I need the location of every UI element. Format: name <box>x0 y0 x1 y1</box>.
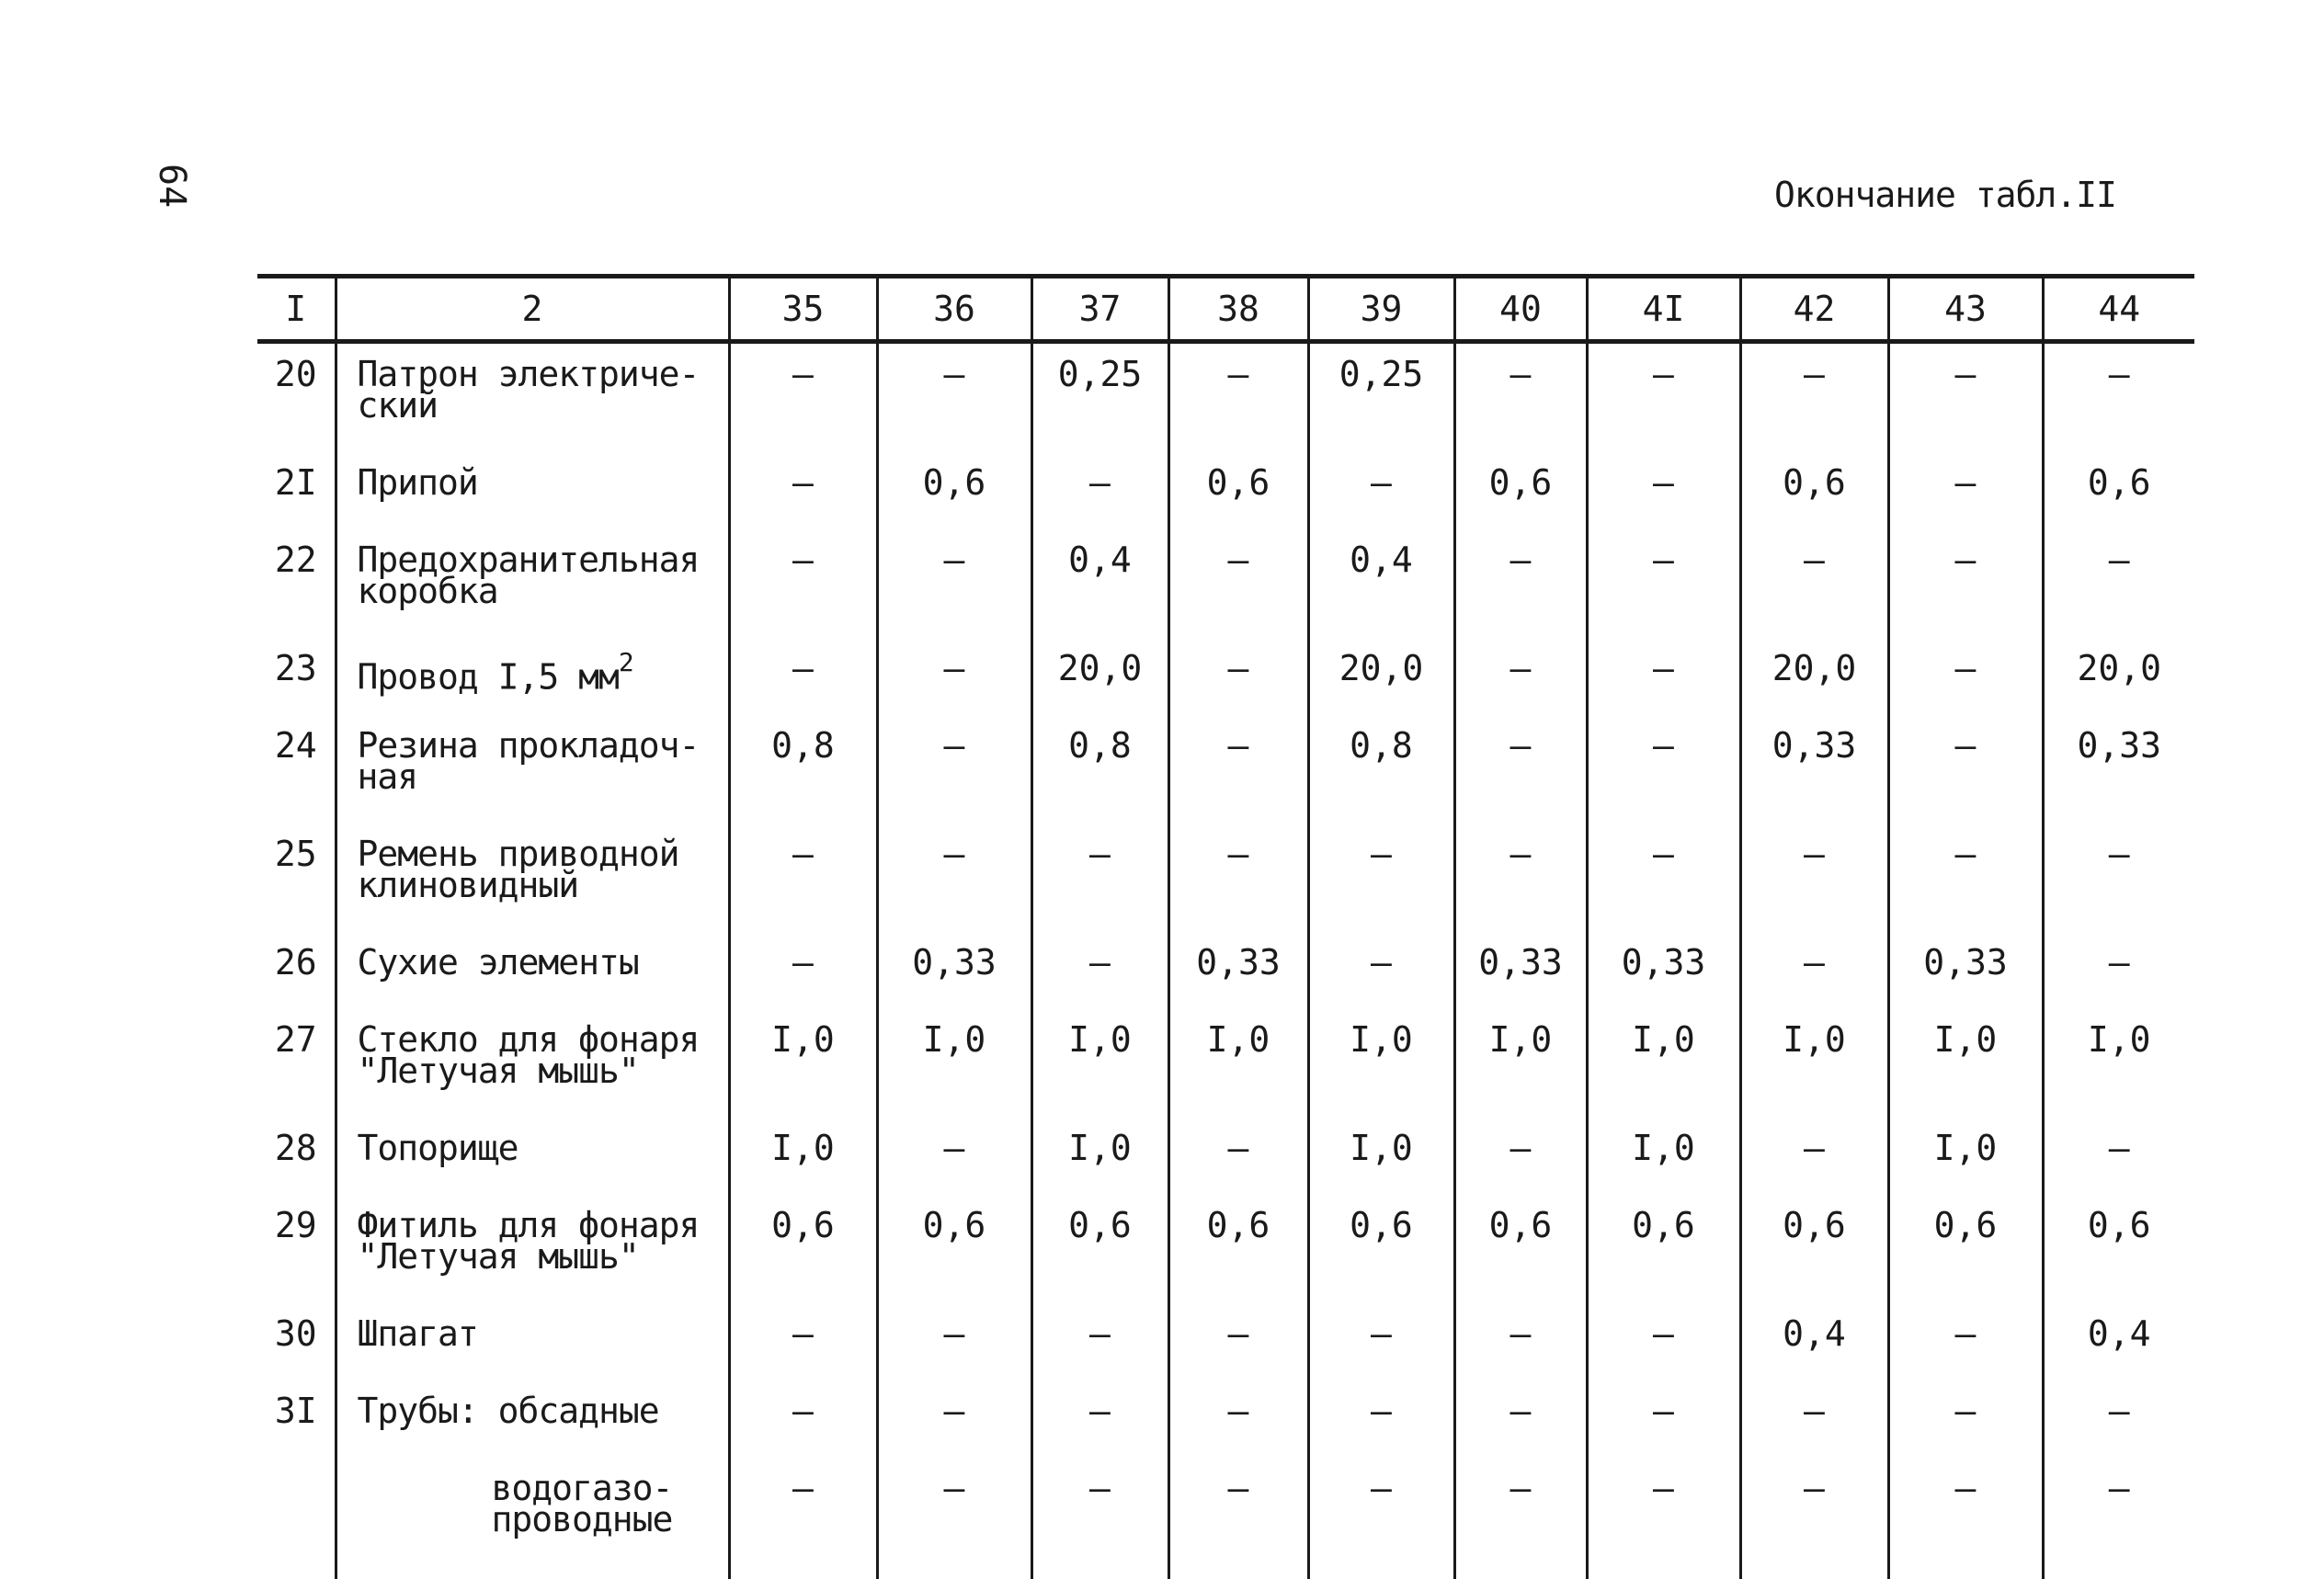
value-cell: – <box>1888 342 2043 453</box>
header-row <box>257 277 2194 342</box>
value-cell: – <box>2043 1380 2194 1458</box>
value-cell: 0,6 <box>1168 1195 1308 1303</box>
value-cell: – <box>2043 1458 2194 1579</box>
item-name-text: Провод I,5 мм <box>358 657 619 698</box>
table-row <box>257 1380 2194 1458</box>
value-cell: – <box>1168 1380 1308 1458</box>
header-cell: 36 <box>877 277 1031 342</box>
value-cell: 0,6 <box>877 452 1031 529</box>
value-cell: 0,4 <box>2043 1303 2194 1380</box>
value-cell: – <box>1308 452 1454 529</box>
item-name-text: Предохранительная коробка <box>358 540 700 611</box>
value-cell: – <box>1454 1458 1587 1579</box>
value-cell: – <box>1308 824 1454 932</box>
value-cell: – <box>877 1303 1031 1380</box>
value-cell: – <box>1168 715 1308 824</box>
item-name <box>336 638 729 715</box>
value-cell: – <box>1587 715 1740 824</box>
value-cell: 0,4 <box>1740 1303 1888 1380</box>
value-cell: – <box>1587 529 1740 638</box>
value-cell: I,0 <box>1454 1009 1587 1118</box>
value-cell: – <box>1587 824 1740 932</box>
value-cell: – <box>1888 452 2043 529</box>
page-number: 64 <box>151 164 193 208</box>
value-cell: – <box>1888 715 2043 824</box>
value-cell: 0,4 <box>1031 529 1168 638</box>
value-cell: I,0 <box>1308 1118 1454 1195</box>
value-cell: – <box>1888 638 2043 715</box>
item-name <box>336 529 729 638</box>
item-name <box>336 342 729 453</box>
value-cell: – <box>1168 529 1308 638</box>
header-cell: 2 <box>336 277 729 342</box>
value-cell: 0,6 <box>2043 1195 2194 1303</box>
value-cell: I,0 <box>1587 1009 1740 1118</box>
item-name-text: Патрон электриче- ский <box>358 354 700 426</box>
value-cell: I,0 <box>1308 1009 1454 1118</box>
value-cell: – <box>877 1458 1031 1579</box>
value-cell: – <box>1168 1303 1308 1380</box>
value-cell: – <box>1740 342 1888 453</box>
value-cell: 0,6 <box>1308 1195 1454 1303</box>
table-row <box>257 1009 2194 1118</box>
value-cell: – <box>1587 1458 1740 1579</box>
value-cell: 0,25 <box>1031 342 1168 453</box>
value-cell: – <box>1454 638 1587 715</box>
value-cell: – <box>1740 824 1888 932</box>
unit-superscript: 2 <box>619 647 633 677</box>
value-cell: 0,25 <box>1308 342 1454 453</box>
row-number <box>257 1458 336 1579</box>
value-cell: – <box>729 824 877 932</box>
value-cell: – <box>2043 824 2194 932</box>
value-cell: – <box>1587 1303 1740 1380</box>
table-row <box>257 1118 2194 1195</box>
value-cell: – <box>1168 1118 1308 1195</box>
header-cell: 38 <box>1168 277 1308 342</box>
value-cell: – <box>1031 1458 1168 1579</box>
header-cell: 37 <box>1031 277 1168 342</box>
item-name-text: Топорище <box>358 1128 518 1168</box>
value-cell: – <box>729 342 877 453</box>
value-cell: 0,6 <box>1587 1195 1740 1303</box>
value-cell: I,0 <box>1587 1118 1740 1195</box>
item-name-text: Трубы: обсадные <box>358 1391 659 1431</box>
value-cell: – <box>1168 638 1308 715</box>
value-cell: 0,8 <box>1031 715 1168 824</box>
value-cell: – <box>1587 1380 1740 1458</box>
item-name-text: Резина прокладоч- ная <box>358 725 700 797</box>
value-cell: I,0 <box>1031 1009 1168 1118</box>
materials-table <box>257 274 2194 1579</box>
value-cell: – <box>1454 529 1587 638</box>
header-cell: I <box>257 277 336 342</box>
value-cell: – <box>1031 1303 1168 1380</box>
value-cell: 0,6 <box>1888 1195 2043 1303</box>
row-number: 28 <box>257 1118 336 1195</box>
value-cell: – <box>1454 715 1587 824</box>
value-cell: – <box>1888 1303 2043 1380</box>
value-cell: – <box>729 452 877 529</box>
value-cell: I,0 <box>1888 1009 2043 1118</box>
value-cell: – <box>877 715 1031 824</box>
header-cell: 35 <box>729 277 877 342</box>
item-name <box>336 932 729 1009</box>
value-cell: 0,8 <box>729 715 877 824</box>
row-number: 25 <box>257 824 336 932</box>
value-cell: – <box>2043 932 2194 1009</box>
value-cell: – <box>729 932 877 1009</box>
header-cell: 44 <box>2043 277 2194 342</box>
row-number: 20 <box>257 342 336 453</box>
item-name <box>336 452 729 529</box>
value-cell: – <box>877 529 1031 638</box>
row-number: 23 <box>257 638 336 715</box>
header-cell: 39 <box>1308 277 1454 342</box>
item-name-text: Припой <box>358 462 478 503</box>
value-cell: – <box>1888 824 2043 932</box>
value-cell: 0,6 <box>1454 1195 1587 1303</box>
value-cell: – <box>729 529 877 638</box>
table-row <box>257 932 2194 1009</box>
value-cell: – <box>2043 529 2194 638</box>
value-cell: 0,33 <box>1168 932 1308 1009</box>
value-cell: – <box>877 1380 1031 1458</box>
row-number: 3I <box>257 1380 336 1458</box>
value-cell: – <box>1168 342 1308 453</box>
row-number: 27 <box>257 1009 336 1118</box>
table-row <box>257 824 2194 932</box>
table-row <box>257 638 2194 715</box>
table-row <box>257 529 2194 638</box>
item-name <box>336 824 729 932</box>
value-cell: – <box>1168 1458 1308 1579</box>
value-cell: – <box>1740 1458 1888 1579</box>
value-cell: I,0 <box>1740 1009 1888 1118</box>
value-cell: – <box>1454 342 1587 453</box>
value-cell: – <box>1587 638 1740 715</box>
item-name-text: Шпагат <box>358 1313 478 1354</box>
value-cell: I,0 <box>1031 1118 1168 1195</box>
value-cell: – <box>877 638 1031 715</box>
row-number: 24 <box>257 715 336 824</box>
value-cell: 20,0 <box>1308 638 1454 715</box>
value-cell: – <box>1308 932 1454 1009</box>
value-cell: I,0 <box>1168 1009 1308 1118</box>
value-cell: 0,4 <box>1308 529 1454 638</box>
value-cell: – <box>1587 452 1740 529</box>
item-name-text: Сухие элементы <box>358 942 639 983</box>
value-cell: 0,6 <box>2043 452 2194 529</box>
value-cell: 0,33 <box>1454 932 1587 1009</box>
value-cell: – <box>1031 452 1168 529</box>
value-cell: I,0 <box>2043 1009 2194 1118</box>
table-body <box>257 342 2194 1579</box>
value-cell: 0,6 <box>1740 1195 1888 1303</box>
value-cell: – <box>1454 824 1587 932</box>
value-cell: – <box>1888 1380 2043 1458</box>
item-name <box>336 1118 729 1195</box>
value-cell: I,0 <box>877 1009 1031 1118</box>
value-cell: – <box>1454 1118 1587 1195</box>
value-cell: 0,6 <box>1740 452 1888 529</box>
header-cell: 4I <box>1587 277 1740 342</box>
value-cell: 0,33 <box>2043 715 2194 824</box>
value-cell: – <box>1888 529 2043 638</box>
row-number: 2I <box>257 452 336 529</box>
table-row <box>257 1458 2194 1579</box>
value-cell: – <box>1740 1118 1888 1195</box>
value-cell: – <box>877 1118 1031 1195</box>
value-cell: – <box>1587 342 1740 453</box>
item-name <box>336 1380 729 1458</box>
value-cell: – <box>1740 529 1888 638</box>
value-cell: – <box>877 824 1031 932</box>
value-cell: 0,8 <box>1308 715 1454 824</box>
table-row <box>257 715 2194 824</box>
table-row <box>257 342 2194 453</box>
value-cell: – <box>1168 824 1308 932</box>
item-name-text: водогазо- проводные <box>492 1468 673 1539</box>
item-name-text: Фитиль для фонаря "Летучая мышь" <box>358 1205 700 1277</box>
item-name <box>336 1009 729 1118</box>
value-cell: – <box>1031 932 1168 1009</box>
value-cell: – <box>2043 1118 2194 1195</box>
value-cell: I,0 <box>1888 1118 2043 1195</box>
value-cell: – <box>1888 1458 2043 1579</box>
value-cell: – <box>729 1303 877 1380</box>
value-cell: 0,6 <box>1031 1195 1168 1303</box>
value-cell: 0,6 <box>1454 452 1587 529</box>
value-cell: – <box>2043 342 2194 453</box>
table-row <box>257 1195 2194 1303</box>
value-cell: 0,6 <box>877 1195 1031 1303</box>
value-cell: 0,33 <box>1888 932 2043 1009</box>
value-cell: – <box>729 1458 877 1579</box>
row-number: 26 <box>257 932 336 1009</box>
table-row <box>257 452 2194 529</box>
value-cell: – <box>1454 1303 1587 1380</box>
value-cell: 0,33 <box>1587 932 1740 1009</box>
value-cell: – <box>729 1380 877 1458</box>
value-cell: – <box>1740 1380 1888 1458</box>
value-cell: – <box>1454 1380 1587 1458</box>
row-number: 22 <box>257 529 336 638</box>
header-cell: 42 <box>1740 277 1888 342</box>
item-name-text: Ремень приводной клиновидный <box>358 834 679 905</box>
table-caption: Окончание табл.II <box>1774 175 2116 215</box>
value-cell: 20,0 <box>1031 638 1168 715</box>
value-cell: – <box>729 638 877 715</box>
value-cell: 0,33 <box>877 932 1031 1009</box>
value-cell: – <box>1740 932 1888 1009</box>
table-row <box>257 1303 2194 1380</box>
value-cell: 0,6 <box>729 1195 877 1303</box>
value-cell: I,0 <box>729 1009 877 1118</box>
value-cell: 0,6 <box>1168 452 1308 529</box>
item-name-text: Стекло для фонаря "Летучая мышь" <box>358 1019 700 1091</box>
value-cell: I,0 <box>729 1118 877 1195</box>
value-cell: – <box>1031 824 1168 932</box>
row-number: 30 <box>257 1303 336 1380</box>
value-cell: – <box>1308 1303 1454 1380</box>
value-cell: 0,33 <box>1740 715 1888 824</box>
header-cell: 43 <box>1888 277 2043 342</box>
header-cell: 40 <box>1454 277 1587 342</box>
value-cell: – <box>1308 1458 1454 1579</box>
item-name <box>336 1458 729 1579</box>
value-cell: 20,0 <box>2043 638 2194 715</box>
row-number: 29 <box>257 1195 336 1303</box>
value-cell: 20,0 <box>1740 638 1888 715</box>
value-cell: – <box>877 342 1031 453</box>
value-cell: – <box>1031 1380 1168 1458</box>
item-name <box>336 1195 729 1303</box>
item-name <box>336 715 729 824</box>
item-name <box>336 1303 729 1380</box>
value-cell: – <box>1308 1380 1454 1458</box>
